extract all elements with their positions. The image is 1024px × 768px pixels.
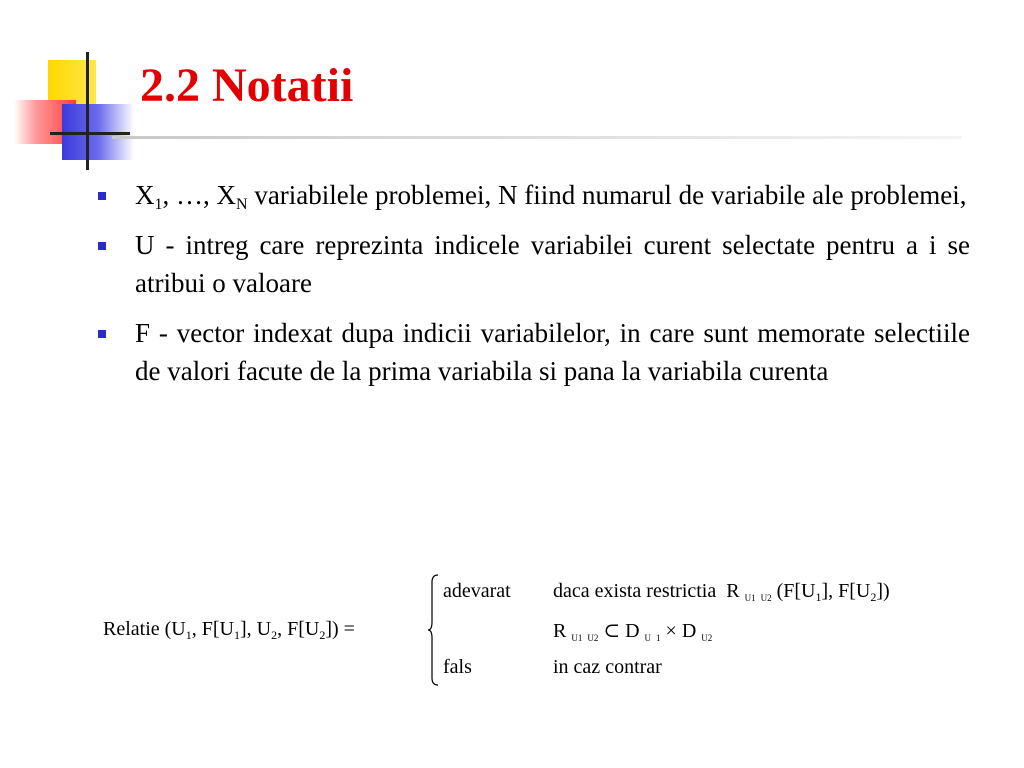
bullet-list bbox=[98, 176, 970, 402]
bullet-square-icon bbox=[98, 330, 106, 338]
bullet-square-icon bbox=[98, 242, 106, 250]
case-false: fals bbox=[443, 656, 472, 678]
case-true-constraint: R $_{U1}$ $_{U2}$ ⊂ D $_U$ $_1$ × D $_{U2}$ bbox=[553, 620, 713, 643]
bullet-square-icon bbox=[98, 192, 106, 200]
case-false-condition: in caz contrar bbox=[553, 656, 662, 678]
case-true-condition: daca exista restrictia R $_{U1}$ $_{U2}$ ($F[U_1]$, $F[U_2]$) bbox=[553, 580, 890, 604]
curly-brace-icon bbox=[428, 574, 438, 686]
formula-lhs: Relatie ($U_1$, $F[U_1]$, $U_2$, $F[U_2]$) = bbox=[103, 618, 355, 642]
slide-title: 2.2 Notatii bbox=[140, 59, 354, 112]
bullet-item-u: U - intreg care reprezinta indicele variabilei curent selectate pentru a i se atribui o valoare bbox=[98, 226, 970, 302]
bullet-item-variables: $X_1$, …, $X_N$ variabilele problemei, N fiind numarul de variabile ale problemei, bbox=[98, 176, 970, 214]
relation-formula bbox=[0, 570, 1024, 690]
logo-horizontal-line bbox=[50, 132, 130, 135]
bullet-item-f: F - vector indexat dupa indicii variabilelor, in care sunt memorate selectiile de valori facute de la prima variabila si pana la variabila curenta bbox=[98, 314, 970, 390]
title-divider bbox=[112, 136, 962, 139]
logo-vertical-line bbox=[86, 52, 89, 170]
case-true: adevarat bbox=[443, 580, 511, 602]
